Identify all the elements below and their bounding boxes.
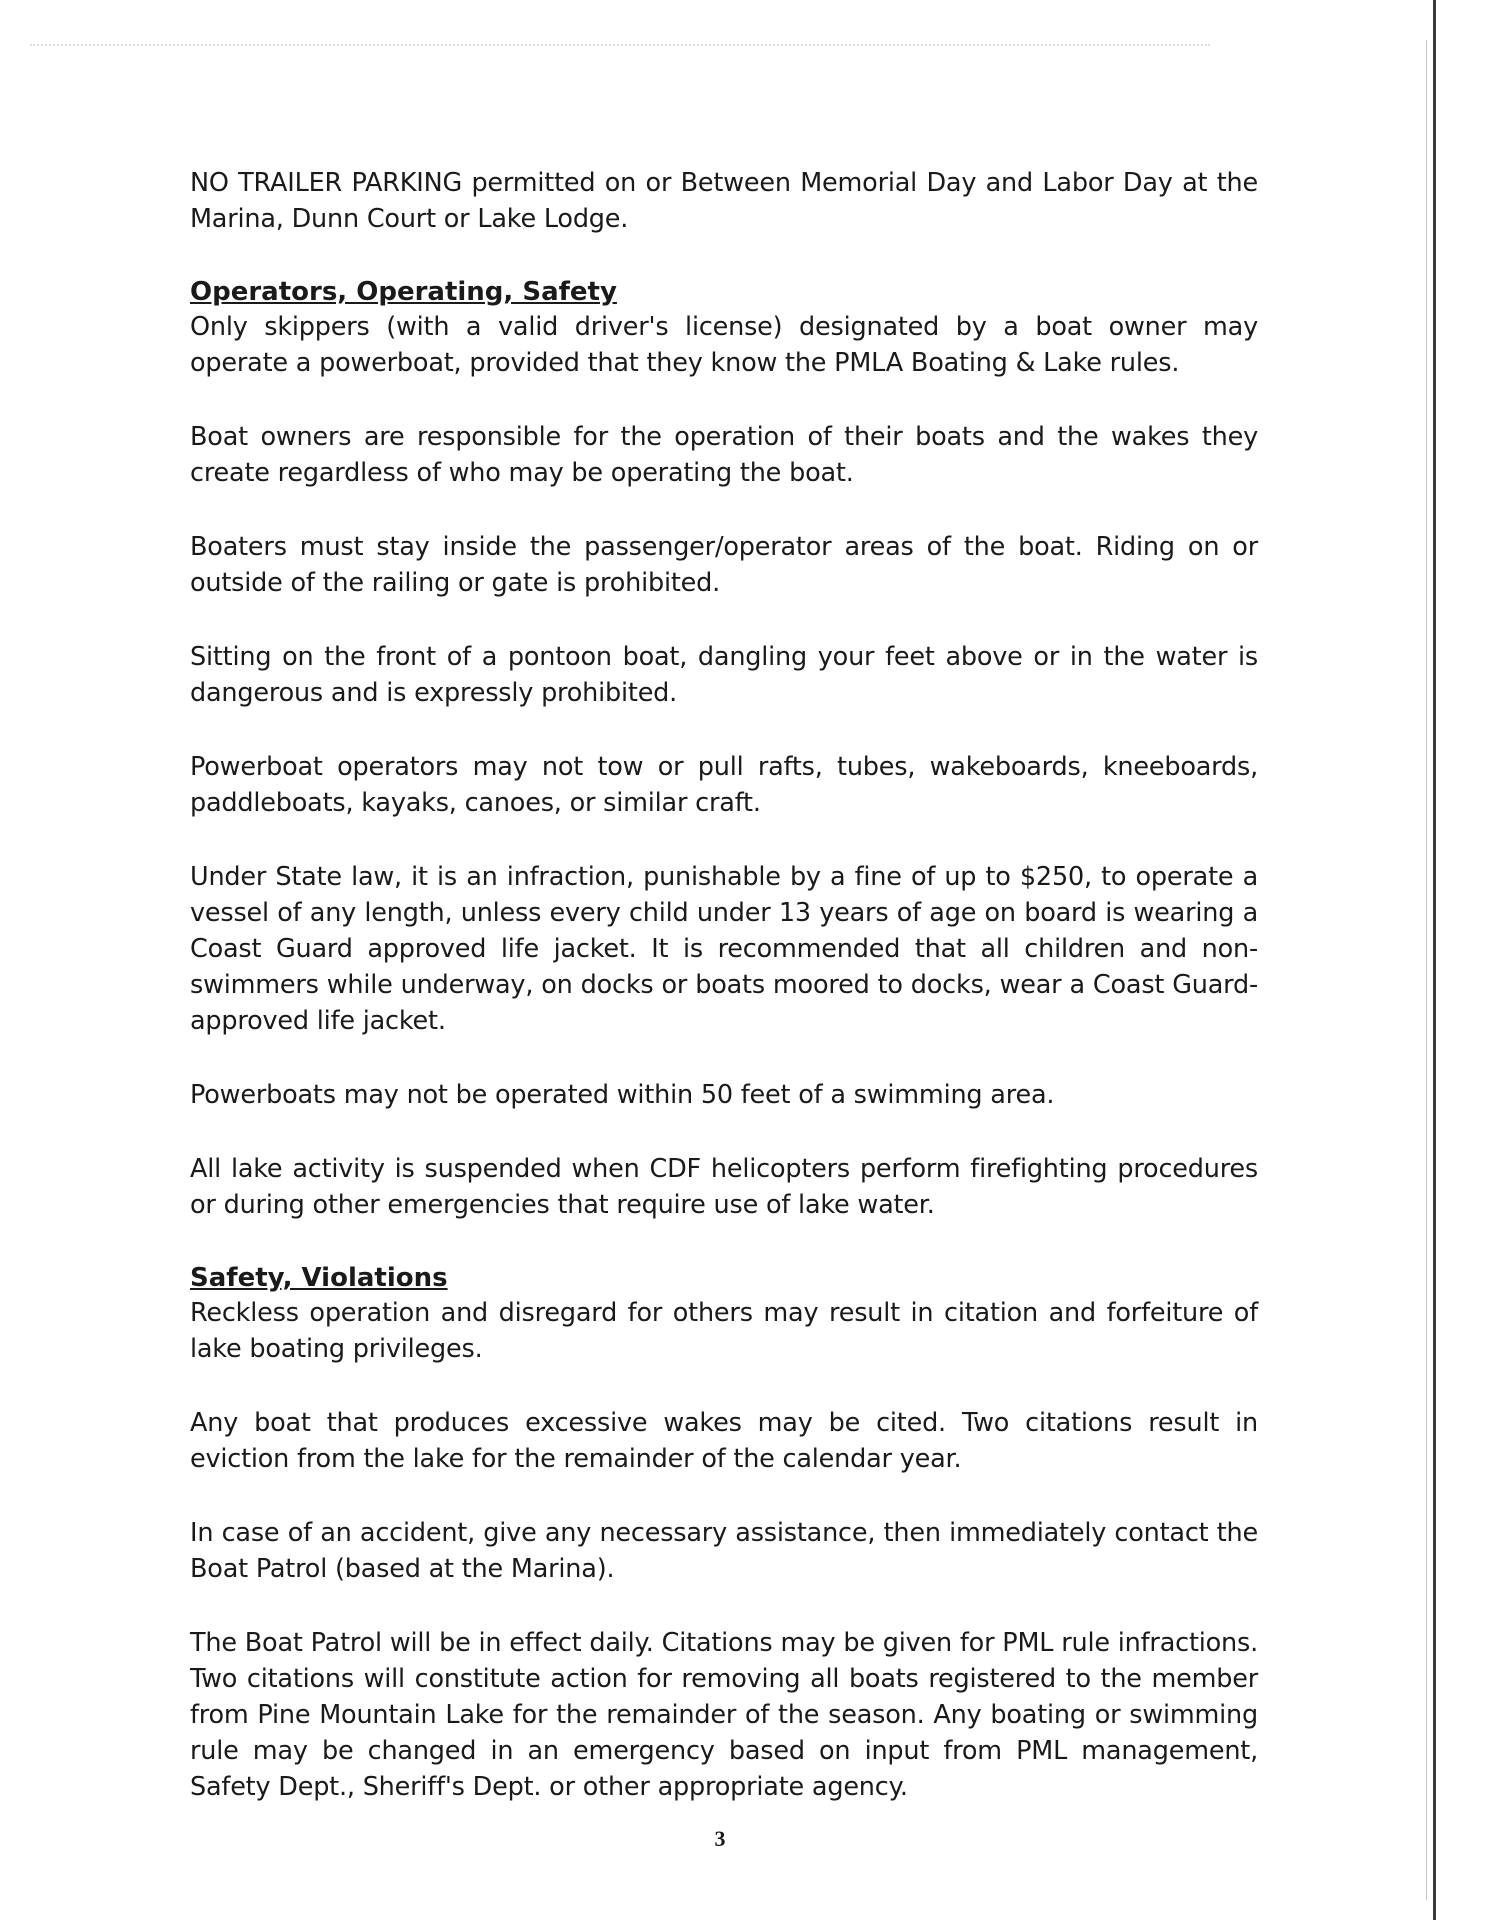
paragraph: Powerboat operators may not tow or pull rafts, tubes, wakeboards, kneeboards, paddleboats, kayaks, canoes, or similar craft. <box>190 752 1258 818</box>
section-heading-operators: Operators, Operating, Safety <box>190 277 617 307</box>
paragraph-trailer-parking: NO TRAILER PARKING permitted on or Between Memorial Day and Labor Day at the Marina, Dunn Court or Lake Lodge. <box>190 168 1258 234</box>
paragraph: Under State law, it is an infraction, punishable by a fine of up to $250, to operate a vessel of any length, unless every child under 13 years of age on board is wearing a Coast Guard approved life jacket. It is recommended that all children and non-swimmers while underway, on docks or boats moored to docks, wear a Coast Guard-approved life jacket. <box>190 862 1258 1036</box>
paragraph: Powerboats may not be operated within 50 feet of a swimming area. <box>190 1080 1055 1110</box>
scan-edge-faint <box>1426 40 1427 1900</box>
paragraph: In case of an accident, give any necessary assistance, then immediately contact the Boat Patrol (based at the Marina). <box>190 1518 1258 1584</box>
section-heading-violations: Safety, Violations <box>190 1263 448 1293</box>
scan-artifact <box>30 44 1210 50</box>
paragraph: All lake activity is suspended when CDF helicopters perform firefighting procedures or during other emergencies that require use of lake water. <box>190 1154 1258 1220</box>
scan-edge <box>1433 0 1436 1920</box>
paragraph: Sitting on the front of a pontoon boat, dangling your feet above or in the water is dangerous and is expressly prohibited. <box>190 642 1258 708</box>
section-violations <box>190 1261 1258 1805</box>
paragraph: Only skippers (with a valid driver's license) designated by a boat owner may operate a powerboat, provided that they know the PMLA Boating & Lake rules. <box>190 312 1258 378</box>
document-body <box>190 165 1258 1843</box>
paragraph: Any boat that produces excessive wakes may be cited. Two citations result in eviction from the lake for the remainder of the calendar year. <box>190 1408 1258 1474</box>
paragraph: Boat owners are responsible for the operation of their boats and the wakes they create regardless of who may be operating the boat. <box>190 422 1258 488</box>
paragraph: Reckless operation and disregard for others may result in citation and forfeiture of lake boating privileges. <box>190 1298 1258 1364</box>
paragraph: Boaters must stay inside the passenger/operator areas of the boat. Riding on or outside of the railing or gate is prohibited. <box>190 532 1258 598</box>
page-number: 3 <box>714 1826 726 1851</box>
paragraph: The Boat Patrol will be in effect daily. Citations may be given for PML rule infractions. Two citations will constitute action for removing all boats registered to the member from Pine Mountain Lake for the remainder of the season. Any boating or swimming rule may be changed in an emergency based on input from PML management, Safety Dept., Sheriff's Dept. or other appropriate agency. <box>190 1628 1258 1802</box>
section-operators <box>190 275 1258 1223</box>
